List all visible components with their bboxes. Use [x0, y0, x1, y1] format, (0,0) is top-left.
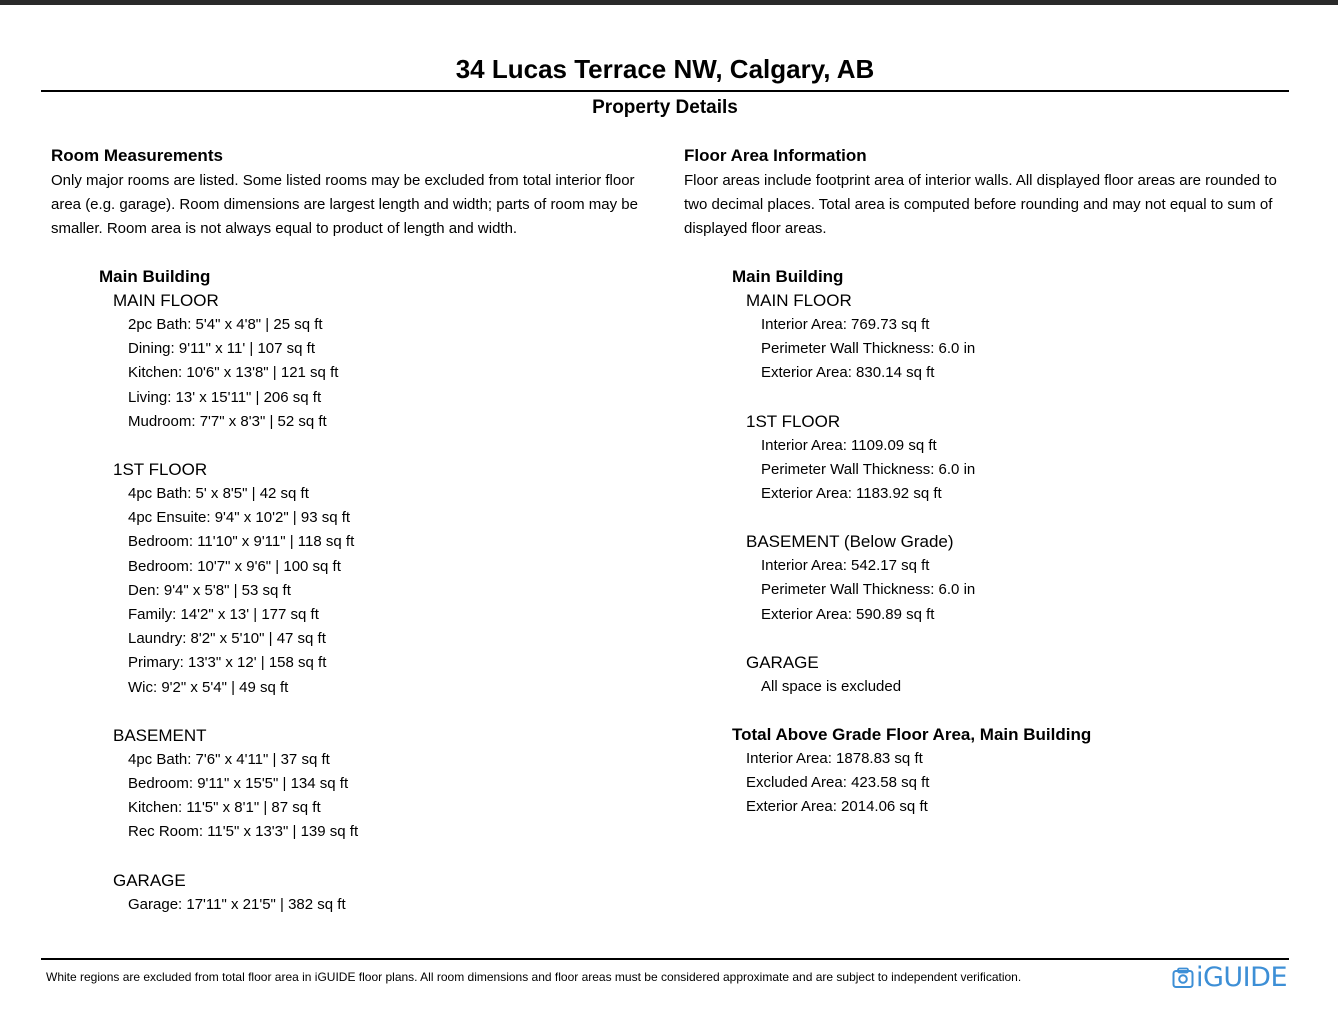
- header-divider: [41, 90, 1289, 92]
- room-list: [128, 482, 661, 700]
- room-entry: Primary: 13'3" x 12' | 158 sq ft: [128, 654, 327, 672]
- page-subtitle: Property Details: [592, 97, 738, 118]
- area-entry: Interior Area: 542.17 sq ft: [761, 557, 930, 575]
- room-entry: Kitchen: 11'5" x 8'1" | 87 sq ft: [128, 799, 321, 817]
- total-area-block: [732, 723, 1299, 820]
- room-entry: 4pc Ensuite: 9'4" x 10'2" | 93 sq ft: [128, 509, 351, 527]
- room-entry: Bedroom: 9'11" x 15'5" | 134 sq ft: [128, 775, 349, 793]
- area-entry: All space is excluded: [761, 677, 902, 695]
- room-entry: 4pc Bath: 5' x 8'5" | 42 sq ft: [128, 485, 309, 503]
- area-entry: Perimeter Wall Thickness: 6.0 in: [761, 460, 976, 478]
- property-address-title: 34 Lucas Terrace NW, Calgary, AB: [455, 54, 875, 84]
- area-list: [761, 434, 1299, 507]
- total-area-entry: Exterior Area: 2014.06 sq ft: [746, 798, 928, 816]
- top-border: [0, 0, 1338, 5]
- room-entry: Rec Room: 11'5" x 13'3" | 139 sq ft: [128, 823, 359, 841]
- area-entry: Exterior Area: 590.89 sq ft: [761, 605, 935, 623]
- room-entry: Wic: 9'2" x 5'4" | 49 sq ft: [128, 678, 289, 696]
- floor-group: [113, 289, 661, 434]
- floor-area-intro: Floor areas include footprint area of interior walls. All displayed floor areas are rounded to two decimal places. Total area is computed before rounding and may not equal to sum of displayed floor areas.: [684, 172, 1277, 237]
- area-entry: Perimeter Wall Thickness: 6.0 in: [761, 581, 976, 599]
- floor-title: 1ST FLOOR: [113, 460, 208, 480]
- floor-area-group: [746, 410, 1299, 507]
- floor-title: BASEMENT: [113, 725, 207, 745]
- area-list: [761, 675, 1299, 699]
- floor-area-group: [746, 289, 1299, 386]
- area-list: [761, 554, 1299, 627]
- floor-area-heading: Floor Area Information: [684, 146, 867, 165]
- floor-title: GARAGE: [746, 652, 819, 672]
- floor-group: [113, 458, 661, 700]
- floor-area-group: [746, 651, 1299, 699]
- floor-title: MAIN FLOOR: [746, 291, 852, 310]
- total-area-heading: Total Above Grade Floor Area, Main Building: [732, 725, 1092, 745]
- room-entry: Bedroom: 11'10" x 9'11" | 118 sq ft: [128, 533, 355, 551]
- room-entry: Laundry: 8'2" x 5'10" | 47 sq ft: [128, 630, 326, 648]
- room-entry: Family: 14'2" x 13' | 177 sq ft: [128, 606, 319, 624]
- room-list: [128, 748, 661, 845]
- iguide-logo: [1172, 962, 1287, 994]
- area-entry: Exterior Area: 1183.92 sq ft: [761, 485, 942, 503]
- area-entry: Perimeter Wall Thickness: 6.0 in: [761, 340, 976, 358]
- iguide-logo-icon: [1172, 967, 1194, 989]
- footer-disclaimer: White regions are excluded from total floor area in iGUIDE floor plans. All room dimensions and floor areas must be considered approximate and are subject to independent verification.: [46, 970, 1022, 984]
- area-entry: Interior Area: 1109.09 sq ft: [761, 436, 937, 454]
- floor-title: GARAGE: [113, 870, 186, 890]
- room-entry: Mudroom: 7'7" x 8'3" | 52 sq ft: [128, 412, 327, 430]
- building-title: Main Building: [732, 267, 844, 286]
- room-measurements-heading: Room Measurements: [51, 146, 223, 165]
- room-entry: Garage: 17'11" x 21'5" | 382 sq ft: [128, 895, 346, 913]
- room-list: [128, 893, 661, 917]
- area-entry: Exterior Area: 830.14 sq ft: [761, 364, 935, 382]
- total-area-entry: Excluded Area: 423.58 sq ft: [746, 774, 930, 792]
- room-entry: 4pc Bath: 7'6" x 4'11" | 37 sq ft: [128, 750, 330, 768]
- iguide-logo-text: iGUIDE: [1196, 962, 1287, 993]
- room-entry: Den: 9'4" x 5'8" | 53 sq ft: [128, 581, 291, 599]
- building-title: Main Building: [99, 267, 211, 286]
- area-building: [732, 265, 1299, 820]
- room-list: [128, 313, 661, 434]
- room-entry: Dining: 9'11" x 11' | 107 sq ft: [128, 340, 316, 358]
- floor-group: [113, 724, 661, 845]
- floor-group: [113, 869, 661, 917]
- room-entry: 2pc Bath: 5'4" x 4'8" | 25 sq ft: [128, 316, 323, 333]
- room-measurements-intro: Only major rooms are listed. Some listed rooms may be excluded from total interior floor area (e.g. garage). Room dimensions are largest length and width; parts of room may be smaller. Room area is not always equal to product of length and width.: [51, 172, 638, 237]
- room-entry: Bedroom: 10'7" x 9'6" | 100 sq ft: [128, 557, 341, 575]
- floor-title: 1ST FLOOR: [746, 411, 841, 431]
- room-building: [99, 265, 661, 917]
- total-area-entry: Interior Area: 1878.83 sq ft: [746, 750, 923, 768]
- footer-divider: [41, 958, 1289, 960]
- area-list: [761, 313, 1299, 386]
- floor-title: MAIN FLOOR: [113, 291, 219, 310]
- floor-area-section: [684, 145, 1299, 820]
- room-entry: Living: 13' x 15'11" | 206 sq ft: [128, 388, 322, 406]
- area-entry: Interior Area: 769.73 sq ft: [761, 316, 930, 333]
- room-measurements-section: [51, 145, 661, 917]
- floor-area-group: [746, 530, 1299, 627]
- floor-title: BASEMENT (Below Grade): [746, 532, 954, 552]
- room-entry: Kitchen: 10'6" x 13'8" | 121 sq ft: [128, 364, 339, 382]
